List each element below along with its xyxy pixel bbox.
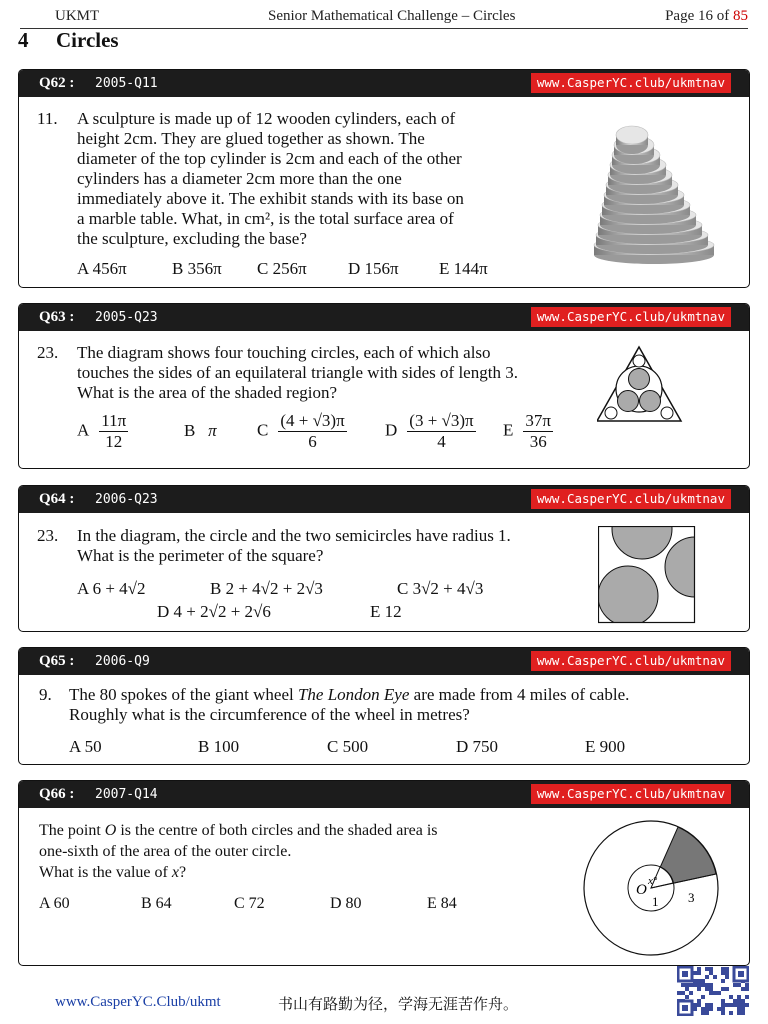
option-a[interactable]: A 60 [39, 895, 70, 912]
casperyc-link[interactable]: www.CasperYC.club/ukmtnav [531, 784, 731, 804]
question-box-q64 [18, 485, 750, 632]
option-d[interactable]: D 80 [330, 895, 362, 912]
triangle-circles-diagram [597, 343, 697, 428]
label-x: x° [648, 875, 658, 887]
question-number: 23. [37, 526, 59, 545]
option-b[interactable]: B 100 [198, 737, 240, 756]
option-d[interactable]: D 156π [348, 259, 399, 278]
casperyc-link[interactable]: www.CasperYC.club/ukmtnav [531, 489, 731, 509]
cylinder-layer [616, 126, 648, 144]
question-source: 2006-Q9 [95, 654, 150, 669]
question-text: The 80 spokes of the giant wheel The London Eye are made from 4 miles of cable. Roughly what is the circumference of the wheel in metres? [69, 685, 630, 724]
question-header [19, 70, 749, 97]
casperyc-link[interactable]: www.CasperYC.club/ukmtnav [531, 73, 731, 93]
question-header [19, 648, 749, 675]
question-box-q63 [18, 303, 750, 469]
option-e[interactable]: E $\frac{37\pi}{36}$ [503, 411, 551, 451]
option-b[interactable]: B 64 [141, 895, 172, 912]
question-id: Q63 : [39, 309, 75, 325]
option-d[interactable]: D 750 [456, 737, 499, 756]
option-d[interactable]: D 4 + 2√2 + 2√6 [157, 602, 271, 621]
casperyc-link[interactable]: www.CasperYC.club/ukmtnav [531, 651, 731, 671]
question-number: 23. [37, 343, 59, 362]
label-o: O [636, 882, 647, 898]
question-header [19, 781, 749, 808]
option-c[interactable]: C $\frac{(4 + √3)\pi}{6}$ [257, 411, 345, 451]
question-text: A sculpture is made up of 12 wooden cylinders, each of height 2cm. They are glued together as shown. The diameter of the top cylinder is 2cm and each of the other cylinders has a diameter 2cm more than the one immediately above it. The exhibit stands with its base on a marble table. What, in cm², is the total surface area of the sculpture, excluding the base? [77, 109, 464, 248]
square-semicircles-diagram [598, 526, 696, 624]
question-number: 9. [39, 685, 52, 704]
question-header [19, 304, 749, 331]
question-number: 11. [37, 109, 58, 128]
question-text: In the diagram, the circle and the two semicircles have radius 1. What is the perimeter of the square? [77, 526, 511, 565]
option-a[interactable]: A 6 + 4√2 [77, 579, 146, 598]
option-c[interactable]: C 500 [327, 737, 369, 756]
option-b[interactable]: B π [184, 421, 217, 440]
option-a[interactable]: A 456π [77, 259, 127, 278]
question-id: Q62 : [39, 75, 75, 91]
cylinder-sculpture-diagram [564, 115, 724, 265]
question-id: Q66 : [39, 786, 75, 802]
option-c[interactable]: C 3√2 + 4√3 [397, 579, 484, 598]
question-header [19, 486, 749, 513]
footer-link[interactable]: www.CasperYC.Club/ukmt [55, 994, 221, 1010]
option-b[interactable]: B 2 + 4√2 + 2√3 [210, 579, 323, 598]
footer-motto: 书山有路勤为径，学海无涯苦作舟。 [278, 995, 519, 1013]
header-page-number: Page 16 of 85 [665, 8, 748, 24]
option-b[interactable]: B 356π [172, 259, 222, 278]
label-radius-3: 3 [688, 890, 695, 905]
option-e[interactable]: E 144π [439, 259, 488, 278]
option-e[interactable]: E 12 [370, 602, 402, 621]
option-c[interactable]: C 72 [234, 895, 265, 912]
label-radius-1: 1 [652, 894, 659, 909]
qr-code-icon[interactable] [677, 966, 749, 1016]
header-ukmt: UKMT [55, 8, 100, 24]
page-total-link[interactable]: 85 [733, 8, 748, 24]
question-id: Q64 : [39, 491, 75, 507]
page-header [20, 6, 748, 29]
question-source: 2007-Q14 [95, 787, 158, 802]
question-text: The point O is the centre of both circles and the shaded area is one-sixth of the area of the outer circle. What is the value of x? [39, 822, 438, 881]
option-e[interactable]: E 900 [585, 737, 626, 756]
question-id: Q65 : [39, 653, 75, 669]
casperyc-link[interactable]: www.CasperYC.club/ukmtnav [531, 307, 731, 327]
section-title: 4 Circles [18, 28, 119, 52]
question-box-q66 [18, 780, 750, 966]
question-source: 2006-Q23 [95, 492, 158, 507]
option-c[interactable]: C 256π [257, 259, 307, 278]
concentric-circles-diagram [552, 820, 732, 963]
question-text: The diagram shows four touching circles, each of which also touches the sides of an equilateral triangle with sides of length 3. What is the area of the shaded region? [77, 343, 518, 402]
question-source: 2005-Q23 [95, 310, 158, 325]
option-a[interactable]: A $\frac{11\pi}{12}$ [77, 411, 127, 451]
option-a[interactable]: A 50 [69, 737, 102, 756]
question-box-q62 [18, 69, 750, 288]
option-d[interactable]: D $\frac{(3 + √3)\pi}{4}$ [385, 411, 474, 451]
header-title: Senior Mathematical Challenge – Circles [268, 8, 516, 24]
option-e[interactable]: E 84 [427, 895, 457, 912]
question-box-q65 [18, 647, 750, 765]
question-source: 2005-Q11 [95, 76, 158, 91]
